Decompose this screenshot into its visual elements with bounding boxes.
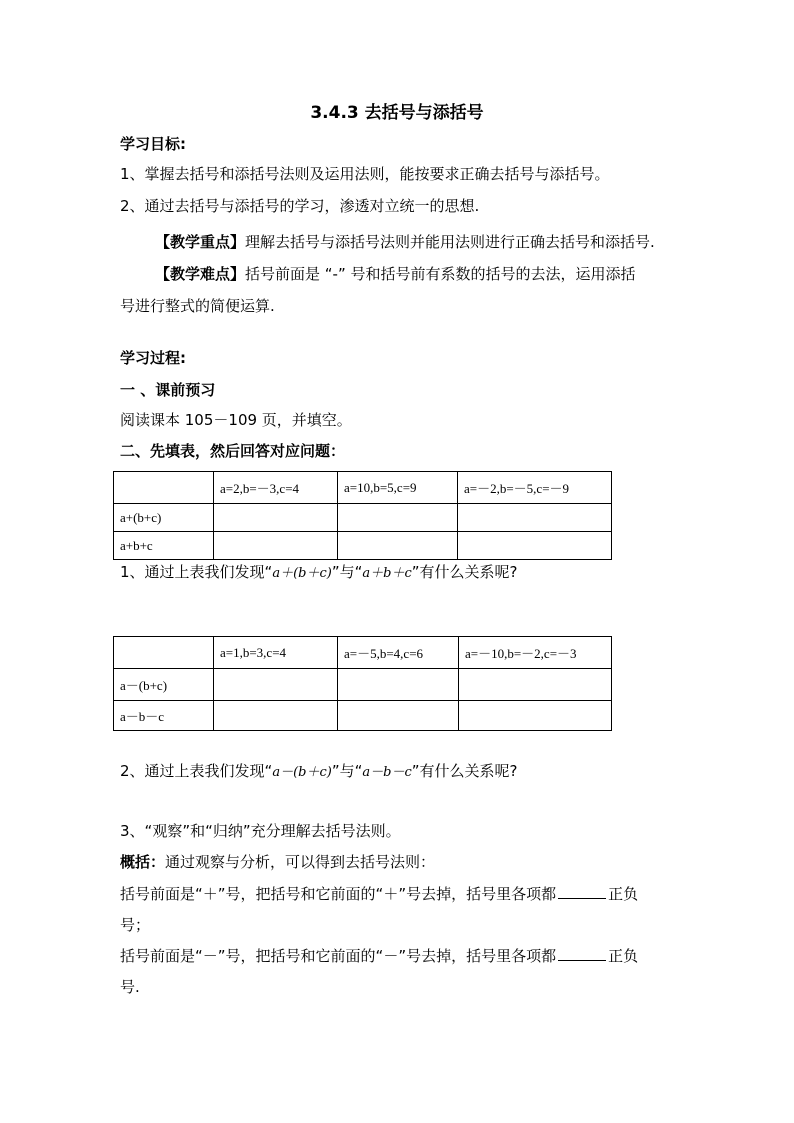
table-header-cell: a=－10,b=－2,c=－3: [459, 637, 612, 669]
rule-1-continued: 号；: [120, 916, 151, 934]
question-text: 2、通过上表我们发现“: [120, 762, 273, 780]
question-text: ”与“: [331, 762, 363, 780]
process-heading: 学习过程:: [120, 349, 186, 367]
table-row: [114, 701, 612, 731]
table-row: [114, 504, 612, 532]
fill-in-blank[interactable]: [558, 946, 606, 961]
table-cell: [338, 504, 458, 532]
question-text: ”有什么关系呢?: [411, 762, 518, 780]
table-row-label: a－b－c: [114, 701, 214, 731]
table-header-cell: a=－2,b=－5,c=－9: [458, 472, 612, 504]
table-header-cell: a=－5,b=4,c=6: [338, 637, 459, 669]
question-2: [120, 761, 517, 783]
rule-2: [120, 946, 638, 966]
table-header-cell: [114, 637, 214, 669]
section-text: 阅读课本 105－109 页，并填空。: [120, 411, 352, 429]
difficulty-text: 括号前面是 “-” 号和括号前有系数的括号的去法，运用添括: [245, 265, 636, 283]
section-title: 二、先填表，然后回答对应问题：: [120, 442, 346, 460]
table-cell: [214, 532, 338, 560]
table-row-label: a－(b+c): [114, 669, 214, 701]
table-header-row: [114, 472, 612, 504]
table-header-cell: a=2,b=－3,c=4: [214, 472, 338, 504]
key-point: [155, 232, 655, 252]
expression: a＋(b＋c): [272, 566, 332, 581]
table-header-cell: a=10,b=5,c=9: [338, 472, 458, 504]
rule-text: 括号前面是“－”号，把括号和它前面的“－”号去掉，括号里各项都: [120, 947, 557, 965]
expression: a－b－c: [362, 765, 412, 780]
table-cell: [338, 532, 458, 560]
question-text: 1、通过上表我们发现“: [120, 563, 273, 581]
expression: a＋b＋c: [362, 566, 412, 581]
table-cell: [214, 669, 338, 701]
table-1: [113, 471, 612, 560]
table-cell: [459, 669, 612, 701]
objectives-heading: 学习目标:: [120, 135, 186, 153]
difficulty-label: 【教学难点】: [155, 265, 246, 283]
table-header-row: [114, 637, 612, 669]
table-2: [113, 636, 612, 731]
difficulty: [155, 264, 636, 284]
key-point-text: 理解去括号与添括号法则并能用法则进行正确去括号和添括号.: [245, 233, 655, 251]
question-3: 3、“观察”和“归纳”充分理解去括号法则。: [120, 822, 401, 840]
table-cell: [338, 669, 459, 701]
rule-text: 括号前面是“＋”号，把括号和它前面的“＋”号去掉，括号里各项都: [120, 885, 557, 903]
table-cell: [338, 701, 459, 731]
table-row: [114, 532, 612, 560]
table-row-label: a+(b+c): [114, 504, 214, 532]
expression: a－(b＋c): [272, 765, 332, 780]
table-cell: [458, 504, 612, 532]
table-cell: [214, 701, 338, 731]
summary-text: 通过观察与分析，可以得到去括号法则：: [165, 853, 436, 871]
table-header-cell: [114, 472, 214, 504]
difficulty-text-continued: 号进行整式的简便运算.: [120, 297, 275, 315]
question-1: [120, 562, 517, 584]
table-cell: [459, 701, 612, 731]
summary-label: 概括：: [120, 853, 166, 871]
rule-text: 正负: [608, 947, 639, 965]
table-header-cell: a=1,b=3,c=4: [214, 637, 338, 669]
objective-item: 2、通过去括号与添括号的学习，渗透对立统一的思想.: [120, 197, 480, 215]
section-title: 一 、课前预习: [120, 381, 216, 399]
rule-text: 正负: [608, 885, 639, 903]
page-title: 3.4.3 去括号与添括号: [310, 103, 484, 123]
objective-item: 1、掌握去括号和添括号法则及运用法则，能按要求正确去括号与添括号。: [120, 165, 610, 183]
table-cell: [214, 504, 338, 532]
table-row: [114, 669, 612, 701]
summary: [120, 852, 435, 872]
table-cell: [458, 532, 612, 560]
question-text: ”与“: [331, 563, 363, 581]
fill-in-blank[interactable]: [558, 884, 606, 899]
rule-1: [120, 884, 638, 904]
question-text: ”有什么关系呢?: [411, 563, 518, 581]
table-row-label: a+b+c: [114, 532, 214, 560]
rule-2-continued: 号.: [120, 978, 140, 996]
key-point-label: 【教学重点】: [155, 233, 246, 251]
